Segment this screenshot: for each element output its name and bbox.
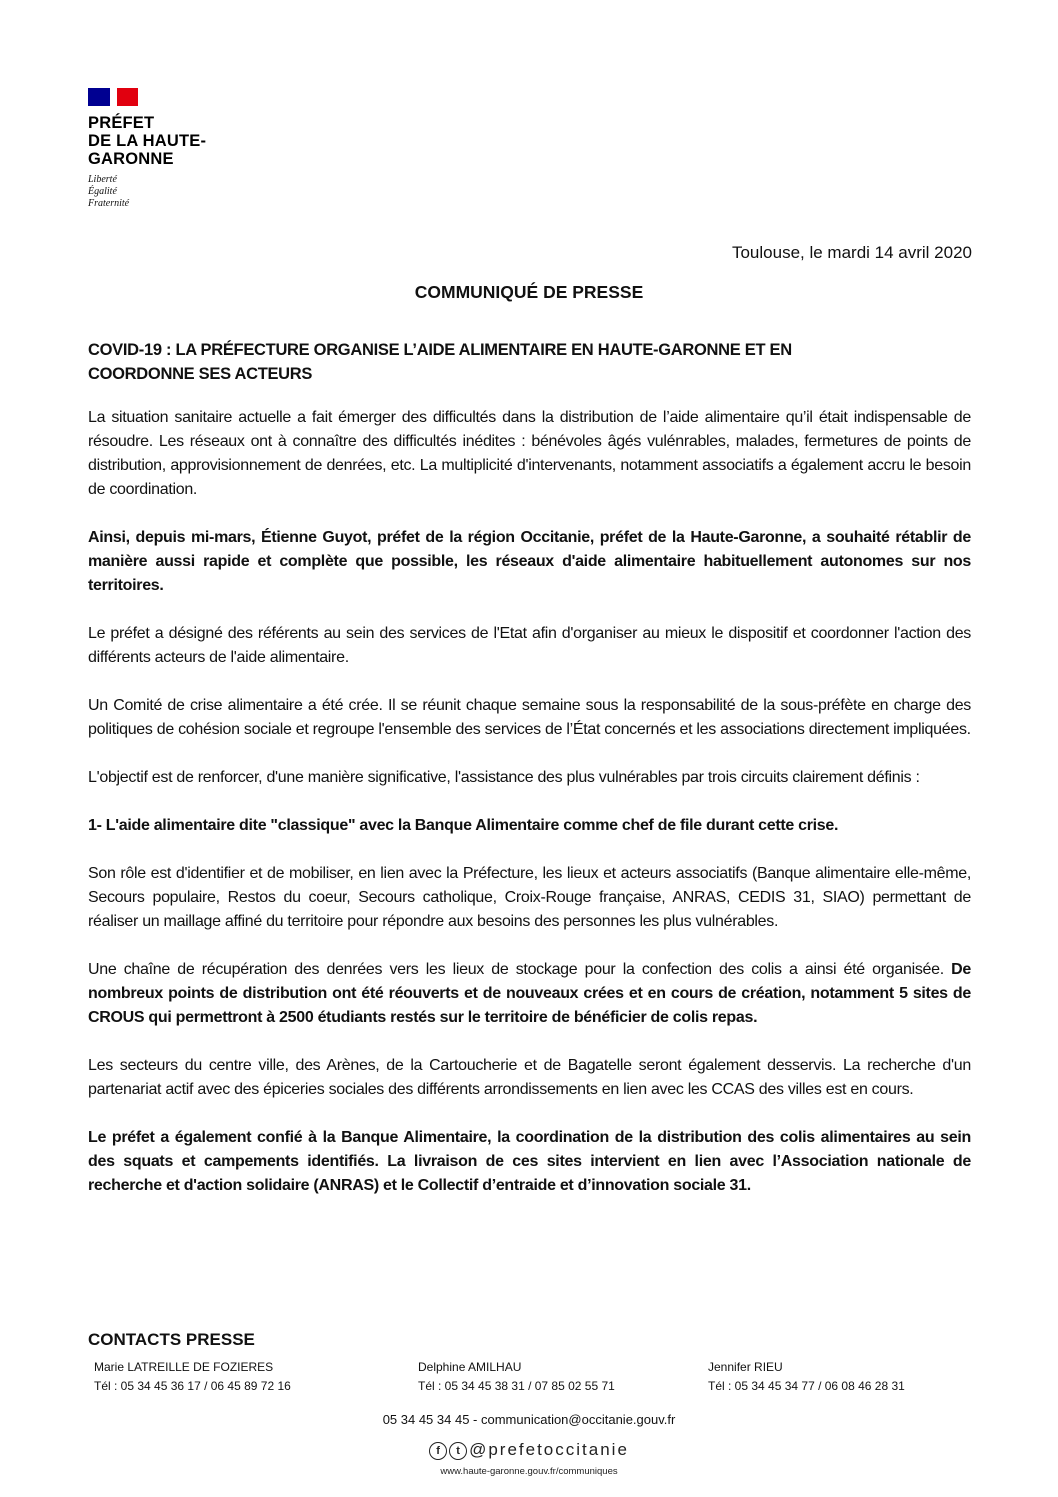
social-handle: @prefetoccitanie — [469, 1440, 629, 1459]
paragraph-crisis-committee: Un Comité de crise alimentaire a été crée. Il se réunit chaque semaine sous la responsabilité de la sous-préfète en charge des politiques de cohésion sociale et regroupe l'ensemble des services de l’État concernés et les associations directement impliquées. — [88, 697, 971, 738]
paragraph-food-bank-role: Son rôle est d'identifier et de mobiliser, en lien avec la Préfecture, les lieux et acteurs associatifs (Banque alimentaire elle-même, Secours populaire, Restos du coeur, Secours catholique, Croix-Rouge française, ANRAS, CEDIS 31, SIAO) permettant de réaliser un maillage affiné du territoire pour répondre aux besoins des personnes les plus vulnérables. — [88, 865, 971, 930]
paragraph-referents: Le préfet a désigné des référents au sein des services de l'Etat afin d'organiser au mieux le dispositif et coordonner l'action des différents acteurs de l'aide alimentaire. — [88, 625, 971, 666]
press-contacts-heading: CONTACTS PRESSE — [88, 1330, 255, 1349]
contact-phone: Tél : 05 34 45 36 17 / 06 45 89 72 16 — [94, 1379, 291, 1393]
paragraph-objective: L'objectif est de renforcer, d'une manière significative, l'assistance des plus vulnérables par trois circuits clairement définis : — [88, 769, 920, 786]
document-title: COMMUNIQUÉ DE PRESSE — [414, 282, 644, 302]
paragraph-circuit-1: 1- L'aide alimentaire dite "classique" avec la Banque Alimentaire comme chef de file durant cette crise. — [88, 817, 839, 834]
paragraph-prefect-action: Ainsi, depuis mi-mars, Étienne Guyot, préfet de la région Occitanie, préfet de la Haute-Garonne, a souhaité rétablir de manière aussi rapide et complète que possible, les réseaux d'aide alimentaire habituellement autonomes sur nos territoires. — [88, 529, 971, 594]
press-release-date: Toulouse, le mardi 14 avril 2020 — [731, 243, 972, 262]
general-contact: 05 34 45 34 45 - communication@occitanie.gouv.fr — [382, 1412, 676, 1427]
press-contact — [94, 1358, 291, 1396]
paragraph-distribution-chain: Une chaîne de récupération des denrées vers les lieux de stockage pour la confection des colis a ainsi été organisée. De nombreux points de distribution ont été réouverts et de nouveaux crées et en cours de création, notamment 5 sites de CROUS qui permettront à 2500 étudiants restés sur le territoire de bénéficier de colis repas. — [88, 961, 971, 1026]
website-link[interactable]: www.haute-garonne.gouv.fr/communiques — [440, 1466, 618, 1477]
contact-phone: Tél : 05 34 45 34 77 / 06 08 46 28 31 — [708, 1379, 905, 1393]
press-contact — [708, 1358, 905, 1396]
contact-name: Jennifer RIEU — [708, 1360, 783, 1374]
facebook-icon[interactable]: f — [429, 1442, 447, 1460]
french-flag-icon — [88, 88, 138, 106]
social-media — [0, 1440, 1058, 1460]
press-release-body — [88, 406, 971, 1222]
paragraph-squats-camps: Le préfet a également confié à la Banque Alimentaire, la coordination de la distribution des colis alimentaires au sein des squats et campements identifiés. La livraison de ces sites intervient en lien avec l’Association nationale de recherche et d'action solidaire (ANRAS) et le Collectif d’entraide et d’innovation sociale 31. — [88, 1129, 971, 1194]
contact-name: Marie LATREILLE DE FOZIERES — [94, 1360, 274, 1374]
contact-phone: Tél : 05 34 45 38 31 / 07 85 02 55 71 — [418, 1379, 615, 1393]
contact-name: Delphine AMILHAU — [418, 1360, 522, 1374]
paragraph-context: La situation sanitaire actuelle a fait émerger des difficultés dans la distribution de l’aide alimentaire qu’il était indispensable de résoudre. Les réseaux ont à connaître des difficultés inédites : bénévoles âgés vulénrables, malades, fermetures de points de distribution, approvisionnement de denrées, etc. La multiplicité d'intervenants, notamment associatifs a également accru le besoin de coordination. — [88, 409, 971, 498]
press-release-subject: COVID-19 : LA PRÉFECTURE ORGANISE L’AIDE ALIMENTAIRE EN HAUTE-GARONNE ET EN COORDONNE SES ACTEURS — [88, 341, 792, 383]
twitter-icon[interactable]: t — [449, 1442, 467, 1460]
prefecture-name: PRÉFET DE LA HAUTE- GARONNE — [88, 114, 207, 168]
republic-motto: Liberté Égalité Fraternité — [88, 174, 130, 209]
press-contact — [418, 1358, 615, 1396]
prefecture-logo — [88, 88, 206, 210]
paragraph-sectors: Les secteurs du centre ville, des Arènes, de la Cartoucherie et de Bagatelle seront également desservis. La recherche d'un partenariat actif avec des épiceries sociales des différents arrondissements en lien avec les CCAS des villes est en cours. — [88, 1057, 971, 1098]
